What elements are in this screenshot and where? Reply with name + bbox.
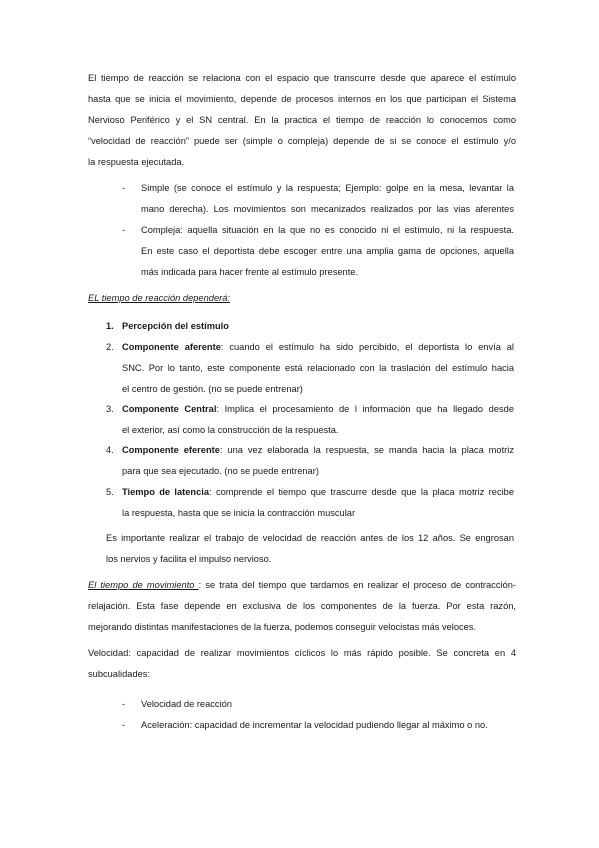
component-text: SNC. Por lo tanto, este componente está relacionado con la traslación del estímulo hacia <box>122 363 514 373</box>
list-number: 2. <box>106 342 114 352</box>
training-note <box>106 528 514 570</box>
component-title: Componente eferente <box>122 445 220 455</box>
intro-line: la respuesta ejecutada. <box>88 157 185 167</box>
list-item-line: En este caso el deportista debe escoger entre una amplia gama de opciones, aquella <box>141 246 514 256</box>
subquality-text: Velocidad de reacción <box>141 699 232 709</box>
list-number: 5. <box>106 487 114 497</box>
subquality-item <box>141 694 232 715</box>
list-number: 3. <box>106 404 114 414</box>
component-text: el exterior, así como la construcción de la respuesta. <box>122 425 339 435</box>
movement-term: El tiempo de movimiento <box>88 580 199 590</box>
intro-paragraph <box>88 68 516 173</box>
component-text: : Implica el procesamiento de l información que ha llegado desde <box>216 404 514 414</box>
intro-line: El tiempo de reacción se relaciona con el espacio que transcurre desde que aparece el estímulo <box>88 73 516 83</box>
reaction-type-simple <box>141 178 514 220</box>
list-dash: - <box>122 720 126 730</box>
component-title: Componente aferente <box>122 342 221 352</box>
intro-line: hasta que se inicia el movimiento, depende de procesos internos en los que participan el Sistema <box>88 94 516 104</box>
component-text: la respuesta, hasta que se inicia la contracción muscular <box>122 508 356 518</box>
component-item <box>122 316 514 337</box>
component-text: : una vez elaborada la respuesta, se manda hacia la placa motriz <box>219 445 514 455</box>
movement-line: relajación. Esta fase depende en exclusiva de los componentes de la fuerza. Por esta razón, <box>88 601 516 611</box>
component-title: Componente Central <box>122 404 217 414</box>
list-item-line: más indicada para hacer frente al estímulo presente. <box>141 267 359 277</box>
velocity-line: Velocidad: capacidad de realizar movimientos cíclicos lo más rápido posible. Se concreta en 4 <box>88 648 516 658</box>
velocity-paragraph <box>88 643 516 685</box>
list-item-line: mano derecha). Los movimientos son mecanizados realizados por las vias aferentes <box>141 204 514 214</box>
movement-text: : se trata del tiempo que tardamos en realizar el proceso de contracción- <box>198 580 516 590</box>
list-dash: - <box>122 183 126 193</box>
reaction-type-complex <box>141 220 514 283</box>
movement-paragraph <box>88 575 516 638</box>
subquality-text: Aceleración: capacidad de incrementar la velocidad pudiendo llegar al máximo o no. <box>141 720 488 730</box>
component-text: : cuando el estímulo ha sido percibido, el deportista lo envía al <box>220 342 514 352</box>
component-text: el centro de gestión. (no se puede entrenar) <box>122 384 303 394</box>
list-item-line: Compleja: aquella situación en la que no es conocido ni el estímulo, ni la respuesta. <box>141 225 514 235</box>
component-item <box>122 440 514 482</box>
movement-line: mejorando distintas manifestaciones de la fuerza, podemos conseguir velocistas más veloces. <box>88 622 477 632</box>
depends-heading <box>88 288 230 309</box>
intro-line: Nervioso Periférico y el SN central. En la practica el tiempo de reacción lo conocemos como <box>88 115 516 125</box>
note-line: los nervios y facilita el impulso nervioso. <box>106 554 272 564</box>
component-item <box>122 337 514 400</box>
list-dash: - <box>122 225 126 235</box>
list-number: 4. <box>106 445 114 455</box>
list-number: 1. <box>106 321 114 331</box>
component-title: Percepción del estímulo <box>122 321 229 331</box>
component-text: : comprende el tiempo que trascurre desde que la placa motriz recibe <box>209 487 514 497</box>
component-item <box>122 399 514 441</box>
velocity-line: subcualidades: <box>88 669 151 679</box>
section-heading: EL tiempo de reacción dependerá: <box>88 293 230 303</box>
list-dash: - <box>122 699 126 709</box>
component-item <box>122 482 514 524</box>
intro-line: “velocidad de reacción” puede ser (simple o compleja) depende de si se conoce el estímulo y/o <box>88 136 516 146</box>
component-text: para que sea ejecutado. (no se puede entrenar) <box>122 466 319 476</box>
list-item-line: Simple (se conoce el estímulo y la respuesta; Ejemplo: golpe en la mesa, levantar la <box>141 183 514 193</box>
subquality-item <box>141 715 488 736</box>
note-line: Es importante realizar el trabajo de velocidad de reacción antes de los 12 años. Se engrosan <box>106 533 514 543</box>
component-title: Tiempo de latencia <box>122 487 210 497</box>
